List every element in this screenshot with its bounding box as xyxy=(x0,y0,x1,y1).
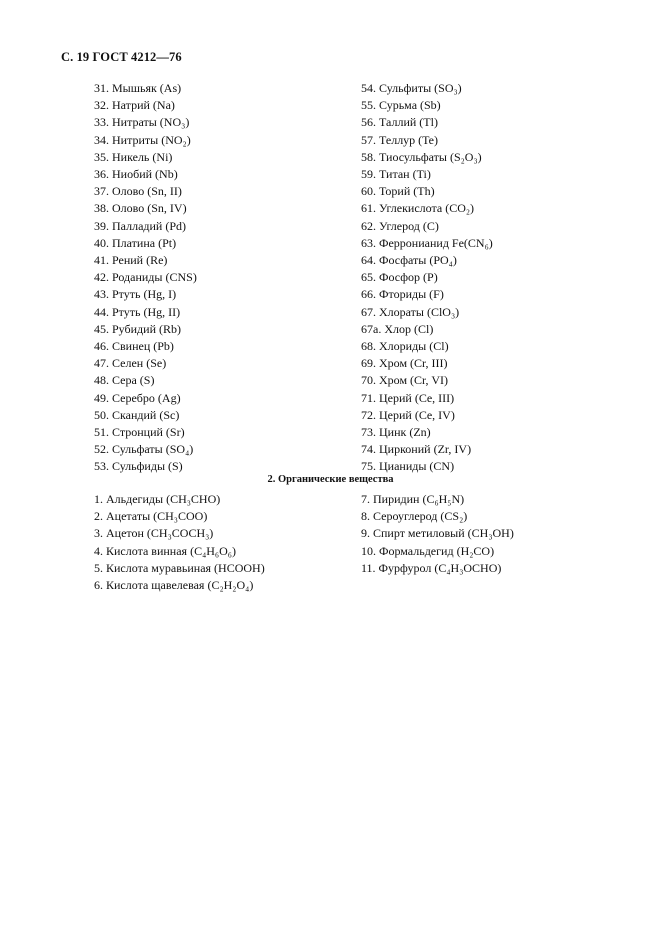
list-item: 67а. Хлор (Cl) xyxy=(361,321,434,336)
list-item: 45. Рубидий (Rb) xyxy=(94,321,181,336)
list-item: 53. Сульфиды (S) xyxy=(94,459,183,474)
list-item: 61. Углекислота (CO₂) xyxy=(361,201,475,216)
list-item: 57. Теллур (Te) xyxy=(361,132,438,147)
inorganic-list-right xyxy=(361,80,493,476)
list-item: 41. Рений (Re) xyxy=(94,253,168,268)
list-item: 56. Таллий (Tl) xyxy=(361,115,438,130)
list-item: 46. Свинец (Pb) xyxy=(94,339,174,354)
list-item: 70. Хром (Cr, VI) xyxy=(361,373,448,388)
list-item: 35. Никель (Ni) xyxy=(94,149,173,164)
list-item: 63. Ферронианид Fe(CN₆) xyxy=(361,235,493,250)
list-item: 37. Олово (Sn, II) xyxy=(94,184,182,199)
list-item: 7. Пиридин (C₆H₅N) xyxy=(361,492,465,506)
organic-list-left xyxy=(94,491,265,594)
list-item: 10. Формальдегид (H₂CO) xyxy=(361,543,495,558)
list-item: 54. Сульфиты (SO₃) xyxy=(361,81,462,95)
list-item: 5. Кислота муравьиная (HCOOH) xyxy=(94,560,265,575)
list-item: 62. Углерод (C) xyxy=(361,218,439,233)
list-item: 67. Хлораты (ClO₃) xyxy=(361,304,460,319)
list-item: 3. Ацетон (CH₃COCH₃) xyxy=(94,526,214,541)
list-item: 74. Цирконий (Zr, IV) xyxy=(361,442,472,457)
list-item: 48. Сера (S) xyxy=(94,373,155,388)
list-item: 42. Роданиды (CNS) xyxy=(94,270,197,285)
list-item: 68. Хлориды (Cl) xyxy=(361,339,449,354)
list-item: 71. Церий (Ce, III) xyxy=(361,390,455,405)
list-item: 38. Олово (Sn, IV) xyxy=(94,201,187,216)
list-item: 60. Торий (Th) xyxy=(361,184,435,199)
list-item: 51. Стронций (Sr) xyxy=(94,425,185,440)
list-item: 52. Сульфаты (SO₄) xyxy=(94,442,194,457)
list-item: 58. Тиосульфаты (S₂O₃) xyxy=(361,149,482,164)
organic-list-right xyxy=(361,491,514,577)
list-item: 36. Ниобий (Nb) xyxy=(94,167,178,182)
list-item: 65. Фосфор (P) xyxy=(361,270,438,285)
list-item: 2. Ацетаты (CH₃COO) xyxy=(94,509,208,524)
list-item: 44. Ртуть (Hg, II) xyxy=(94,304,181,319)
list-item: 59. Титан (Ti) xyxy=(361,167,431,182)
list-item: 33. Нитраты (NO₃) xyxy=(94,115,190,130)
list-item: 4. Кислота винная (C₄H₆O₆) xyxy=(94,543,236,558)
list-item: 75. Цианиды (CN) xyxy=(361,459,455,474)
list-item: 66. Фториды (F) xyxy=(361,287,444,302)
inorganic-list-left xyxy=(94,80,197,476)
list-item: 72. Церий (Ce, IV) xyxy=(361,407,455,422)
list-item: 11. Фурфурол (C₄H₃OCHO) xyxy=(361,560,502,575)
list-item: 6. Кислота щавелевая (C₂H₂O₄) xyxy=(94,578,254,593)
list-item: 43. Ртуть (Hg, I) xyxy=(94,287,177,302)
list-item: 32. Натрий (Na) xyxy=(94,98,175,113)
list-item: 50. Скандий (Sc) xyxy=(94,407,180,422)
list-item: 55. Сурьма (Sb) xyxy=(361,98,441,113)
list-item: 8. Сероуглерод (CS₂) xyxy=(361,509,468,524)
list-item: 9. Спирт метиловый (CH₃OH) xyxy=(361,526,514,541)
list-item: 34. Нитриты (NO₂) xyxy=(94,132,191,147)
list-item: 47. Селен (Se) xyxy=(94,356,167,371)
section-title-organic: 2. Органические вещества xyxy=(267,474,394,485)
list-item: 31. Мышьяк (As) xyxy=(94,81,182,95)
list-item: 1. Альдегиды (CH₃CHO) xyxy=(94,492,221,506)
list-item: 49. Серебро (Ag) xyxy=(94,390,181,405)
list-item: 64. Фосфаты (PO₄) xyxy=(361,253,457,268)
list-item: 40. Платина (Pt) xyxy=(94,235,177,250)
list-item: 73. Цинк (Zn) xyxy=(361,425,431,440)
list-item: 39. Палладий (Pd) xyxy=(94,218,187,233)
list-item: 69. Хром (Cr, III) xyxy=(361,356,448,371)
page-header: С. 19 ГОСТ 4212—76 xyxy=(61,50,182,64)
